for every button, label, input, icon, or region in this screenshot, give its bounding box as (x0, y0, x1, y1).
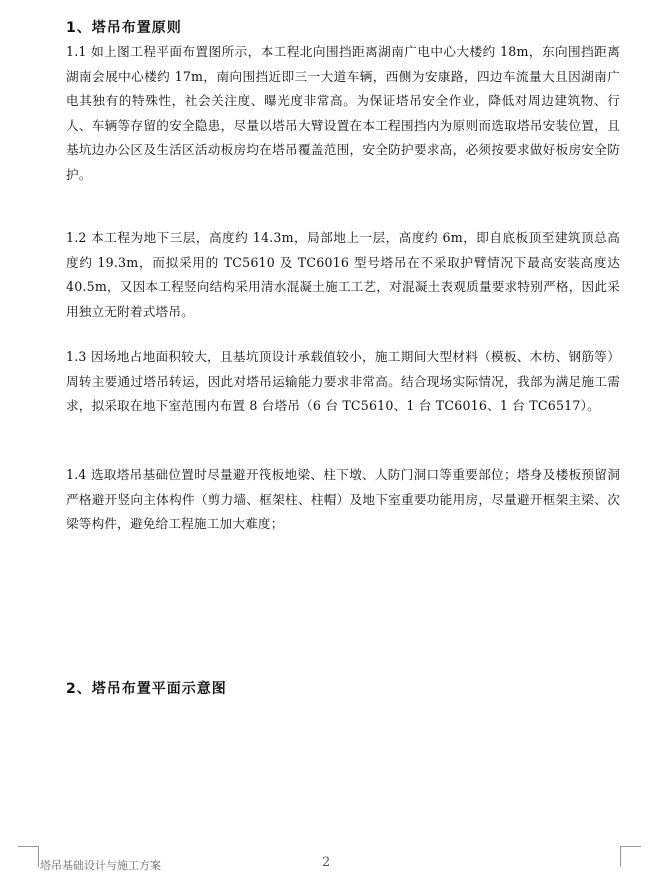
footer-doc-title: 塔吊基础设计与施工方案 (40, 859, 161, 872)
page-corner-mark-left (18, 846, 39, 867)
paragraph-1-4: 1.4 选取塔吊基础位置时尽量避开筏板地梁、柱下墩、人防门洞口等重要部位；塔身及楼板预留洞严格避开竖向主体构件（剪力墙、框架柱、柱帽）及地下室重要功能用房，尽量避开框架主梁、次梁等构件，避免给工程施工加大难度； (66, 467, 620, 531)
paragraph-1-3: 1.3 因场地占地面积较大，且基坑顶设计承载值较小，施工期间大型材料（模板、木枋、钢筋等）周转主要通过塔吊转运，因此对塔吊运输能力要求非常高。结合现场实际情况，我部为满足施工需求，拟采取在地下室范围内布置 8 台塔吊（6 台 TC5610、1 台 TC6016、1 台 TC6517）。 (66, 349, 620, 413)
paragraph-1-1: 1.1 如上图工程平面布置图所示，本工程北向围挡距离湖南广电中心大楼约 18m，东向围挡距离湖南会展中心楼约 17m，南向围挡近即三一大道车辆，西侧为安康路，四边车流量大且因湖南广电其独有的特殊性，社会关注度、曝光度非常高。为保证塔吊安全作业，降低对周边建筑物、行人、车辆等存留的安全隐患，尽量以塔吊大臂设置在本工程围挡内为原则而选取塔吊安装位置，且基坑边办公区及生活区活动板房均在塔吊覆盖范围，安全防护要求高，必须按要求做好板房安全防护。 (66, 44, 620, 182)
section-2-title: 2、塔吊布置平面示意图 (66, 681, 227, 697)
section-1-title: 1、塔吊布置原则 (66, 20, 182, 36)
page-number: 2 (322, 855, 331, 870)
paragraph-1-2: 1.2 本工程为地下三层，高度约 14.3m，局部地上一层，高度约 6m，即自底板顶至建筑顶总高度约 19.3m，而拟采用的 TC5610 及 TC6016 型号塔吊在不采取护臂情况下最高安装高度达 40.5m，又因本工程竖向结构采用清水混凝土施工工艺，对混凝土表观质量要求特别严格，因此采用独立无附着式塔吊。 (66, 230, 620, 319)
page-corner-mark-right (620, 846, 641, 867)
